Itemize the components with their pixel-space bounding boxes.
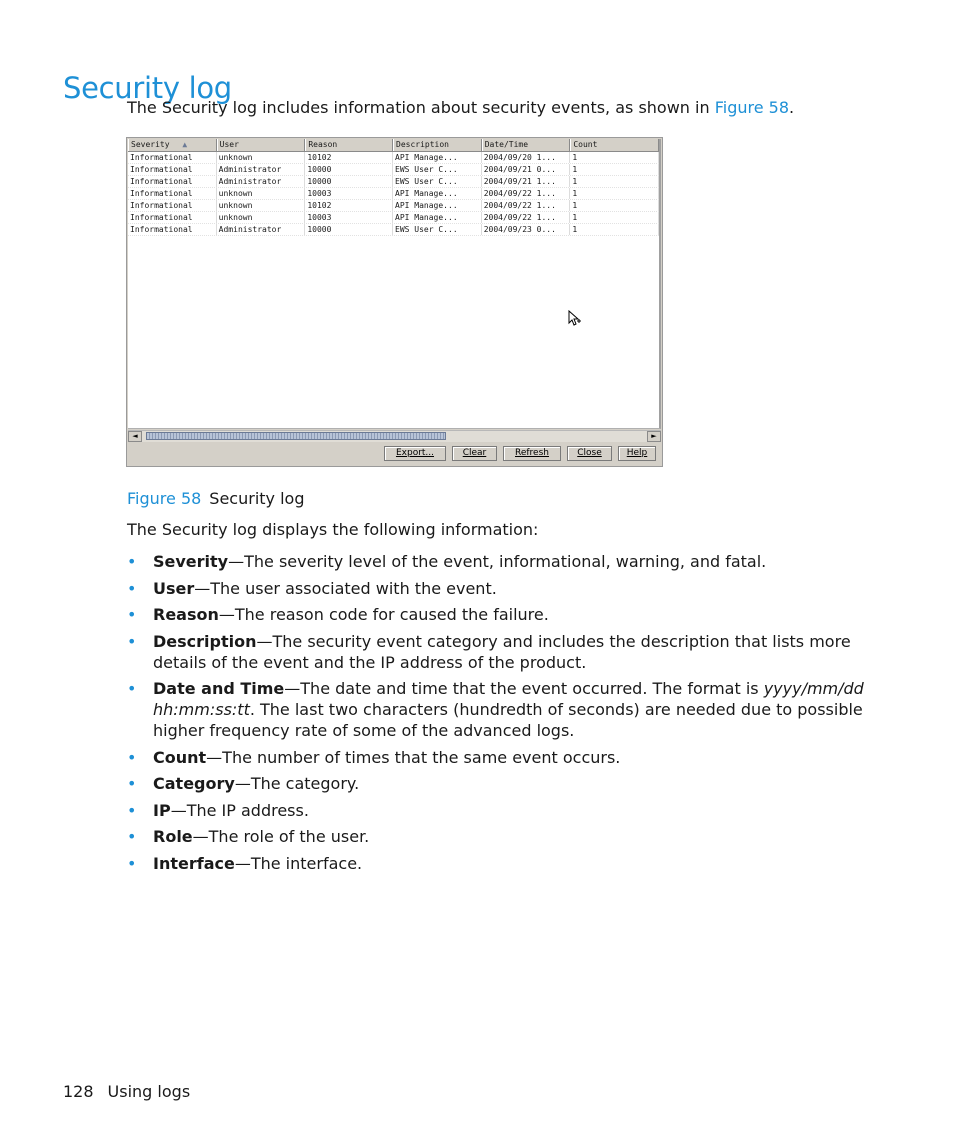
list-term: Reason	[153, 605, 219, 624]
list-item	[127, 678, 887, 741]
bullet-icon: •	[127, 578, 137, 598]
list-term: Description	[153, 631, 257, 651]
table-cell: unknown	[217, 152, 306, 163]
list-item	[127, 773, 887, 794]
table-cell: 1	[570, 152, 659, 163]
list-item	[127, 800, 887, 821]
table-row[interactable]	[128, 188, 659, 200]
table-row[interactable]	[128, 164, 659, 176]
close-button[interactable]: Close	[567, 446, 612, 461]
table-cell: 1	[570, 224, 659, 235]
table-cell: Administrator	[217, 224, 306, 235]
bullet-icon: •	[127, 679, 137, 698]
column-header-reason[interactable]: Reason	[305, 139, 393, 151]
list-description: —The user associated with the event.	[194, 578, 497, 598]
table-header	[128, 139, 659, 152]
page-number: 128	[63, 1082, 94, 1101]
intro-end: .	[789, 98, 795, 117]
table-body	[128, 152, 659, 236]
list-description: —The number of times that the same event occurs.	[206, 747, 621, 767]
list-item	[127, 578, 887, 599]
table-cell: Administrator	[217, 176, 306, 187]
column-header-description[interactable]: Description	[393, 139, 482, 151]
log-table	[128, 139, 661, 429]
bullet-icon: •	[127, 827, 137, 846]
list-item	[127, 826, 887, 847]
table-cell: 10000	[305, 164, 393, 175]
list-term: Role	[153, 827, 193, 846]
list-description: —The interface.	[234, 853, 363, 873]
table-cell: 2004/09/22 1...	[482, 212, 571, 223]
table-cell: 10000	[305, 224, 393, 235]
bullet-icon: •	[127, 747, 137, 767]
table-cell: 2004/09/21 0...	[482, 164, 571, 175]
table-cell: 10003	[305, 212, 393, 223]
table-cell: API Manage...	[393, 200, 482, 211]
list-term: User	[153, 578, 195, 598]
bullet-icon: •	[127, 605, 137, 624]
table-row[interactable]	[128, 200, 659, 212]
table-cell: 1	[570, 212, 659, 223]
list-description: —The category.	[234, 774, 360, 793]
help-button[interactable]: Help	[618, 446, 656, 461]
bullet-icon: •	[127, 774, 137, 793]
list-item	[127, 631, 887, 673]
bullet-icon: •	[127, 800, 137, 820]
figure-label: Figure 58	[127, 489, 202, 508]
security-log-screenshot	[126, 137, 663, 467]
footer-section: Using logs	[107, 1082, 191, 1101]
list-term: Severity	[153, 552, 229, 571]
table-cell: 1	[570, 176, 659, 187]
table-cell: 10000	[305, 176, 393, 187]
clear-button[interactable]: Clear	[452, 446, 497, 461]
table-cell: Informational	[128, 152, 217, 163]
table-cell: 1	[570, 188, 659, 199]
table-cell: EWS User C...	[393, 224, 482, 235]
list-description: —The reason code for caused the failure.	[218, 605, 549, 624]
table-row[interactable]	[128, 212, 659, 224]
table-cell: API Manage...	[393, 152, 482, 163]
table-cell: 1	[570, 164, 659, 175]
list-item	[127, 604, 887, 625]
list-item	[127, 551, 887, 572]
export-button[interactable]: Export...	[384, 446, 446, 461]
list-term: Date and Time	[153, 679, 285, 698]
intro-paragraph	[127, 98, 794, 117]
list-description: —The IP address.	[170, 800, 309, 820]
list-term: IP	[153, 800, 171, 820]
bullet-icon: •	[127, 853, 137, 873]
table-cell: 10102	[305, 200, 393, 211]
column-header-severity[interactable]: Severity ▲	[128, 139, 217, 151]
table-row[interactable]	[128, 224, 659, 236]
page-footer	[63, 1082, 190, 1101]
intro-text: The Security log includes information about security events, as shown in	[127, 98, 715, 117]
table-cell: Administrator	[217, 164, 306, 175]
table-cell: EWS User C...	[393, 176, 482, 187]
figure-link[interactable]: Figure 58	[714, 98, 789, 117]
list-description: —The security event category and includes the description that lists more details of the event and the IP address of the product.	[153, 631, 851, 672]
list-description: —The date and time that the event occurred. The format is	[284, 679, 764, 698]
list-description: —The severity level of the event, informational, warning, and fatal.	[228, 552, 767, 571]
table-row[interactable]	[128, 176, 659, 188]
table-cell: unknown	[217, 200, 306, 211]
scrollbar-thumb[interactable]	[146, 432, 446, 440]
lead-paragraph: The Security log displays the following information:	[127, 520, 539, 539]
list-term: Category	[153, 774, 235, 793]
list-term: Count	[153, 747, 207, 767]
table-cell: 2004/09/22 1...	[482, 188, 571, 199]
table-cell: 2004/09/21 1...	[482, 176, 571, 187]
table-cell: unknown	[217, 212, 306, 223]
table-cell: Informational	[128, 200, 217, 211]
format-example: yyyy/mm/dd hh:mm:ss:tt	[153, 679, 864, 719]
column-header-datetime[interactable]: Date/Time	[482, 139, 571, 151]
table-cell: API Manage...	[393, 188, 482, 199]
list-term: Interface	[153, 853, 235, 873]
list-item	[127, 747, 887, 768]
table-cell: 2004/09/23 0...	[482, 224, 571, 235]
page-title: Security log	[63, 71, 232, 106]
list-description: —The role of the user.	[192, 827, 370, 846]
table-cell: 10003	[305, 188, 393, 199]
field-list	[127, 551, 887, 879]
table-cell: Informational	[128, 212, 217, 223]
table-row[interactable]	[128, 152, 659, 164]
figure-title: Security log	[209, 489, 305, 508]
button-row	[384, 446, 656, 461]
sort-arrow-icon: ▲	[182, 140, 188, 149]
scroll-left-icon[interactable]: ◄	[128, 431, 142, 442]
table-cell: EWS User C...	[393, 164, 482, 175]
table-cell: 10102	[305, 152, 393, 163]
column-header-count[interactable]: Count	[570, 139, 659, 151]
bullet-icon: •	[127, 552, 137, 571]
table-cell: Informational	[128, 188, 217, 199]
figure-caption	[127, 489, 304, 508]
table-cell: Informational	[128, 164, 217, 175]
list-item	[127, 853, 887, 874]
table-cell: 2004/09/22 1...	[482, 200, 571, 211]
mouse-pointer-icon	[568, 310, 584, 328]
table-cell: unknown	[217, 188, 306, 199]
scroll-right-icon[interactable]: ►	[647, 431, 661, 442]
table-cell: 2004/09/20 1...	[482, 152, 571, 163]
table-cell: API Manage...	[393, 212, 482, 223]
column-header-user[interactable]: User	[217, 139, 306, 151]
table-cell: Informational	[128, 224, 217, 235]
refresh-button[interactable]: Refresh	[503, 446, 561, 461]
horizontal-scrollbar[interactable]	[128, 430, 661, 442]
table-cell: 1	[570, 200, 659, 211]
list-description-cont: . The last two characters (hundredth of seconds) are needed due to possible higher frequency rate of some of the advanced logs.	[153, 700, 863, 740]
bullet-icon: •	[127, 631, 137, 651]
table-cell: Informational	[128, 176, 217, 187]
